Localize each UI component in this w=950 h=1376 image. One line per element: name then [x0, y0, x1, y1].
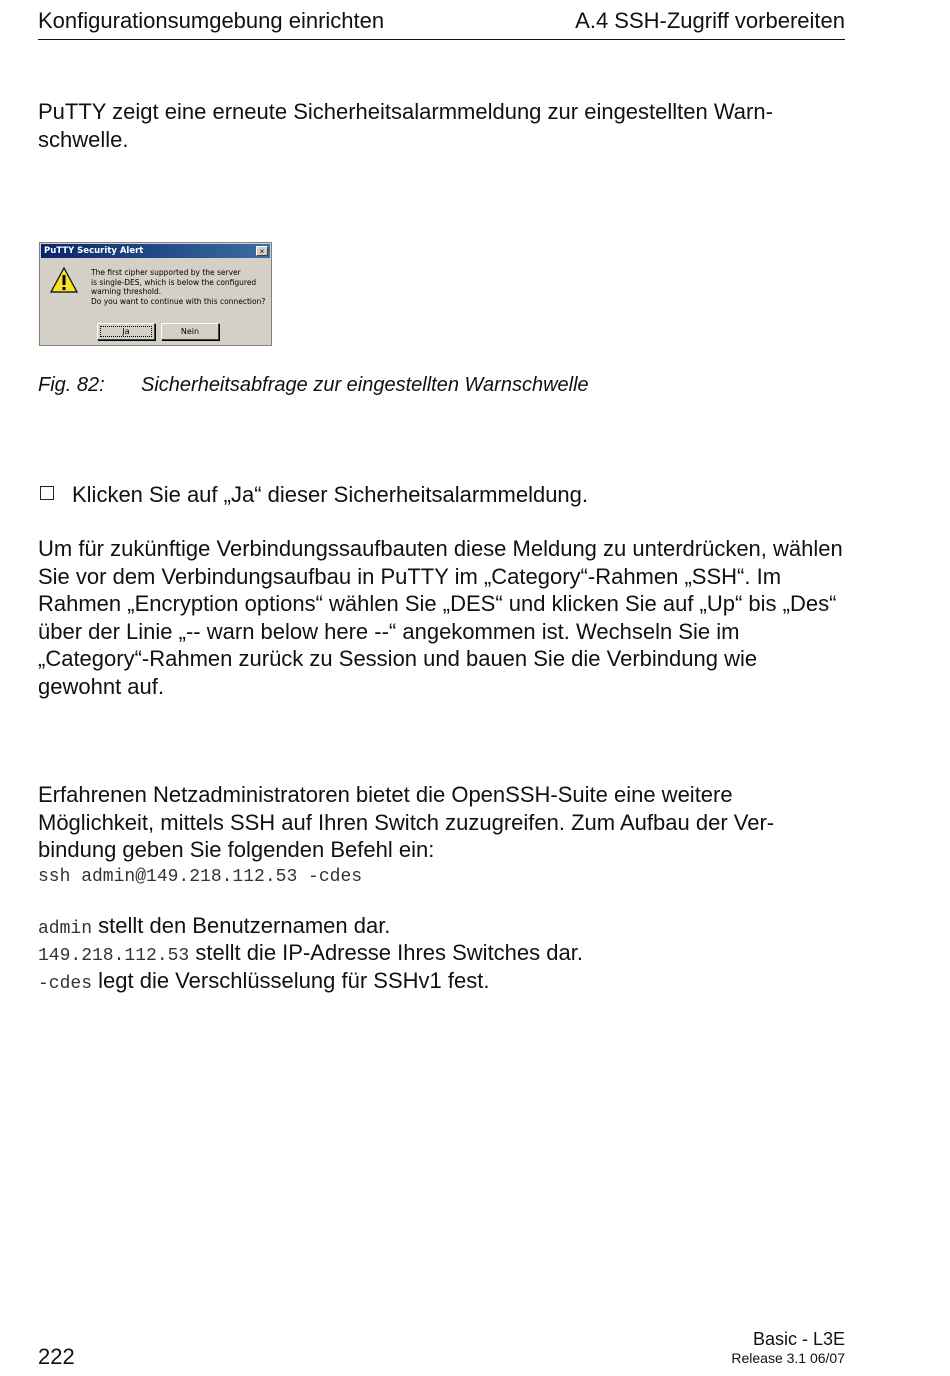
dialog-message-line: is single-DES, which is below the configured: [91, 277, 257, 287]
dialog-titlebar: [41, 244, 270, 258]
warning-triangle-icon: [50, 267, 78, 293]
running-header-section: A.4 SSH-Zugriff vorbereiten: [575, 8, 845, 33]
running-header-chapter: Konfigurationsumgebung einrichten: [38, 8, 385, 33]
dialog-message-line: The first cipher supported by the server: [91, 268, 241, 277]
putty-security-alert-dialog: [39, 242, 272, 346]
body-paragraph-2: Erfahrenen Netzadministratoren bietet die OpenSSH-Suite eine weitere Möglichkeit, mittels SSH auf Ihren Switch zuzugreifen. Zum Aufbau der Ver-bindung geben Sie folgenden Befehl ein:: [38, 782, 775, 862]
dialog-message: [91, 268, 269, 306]
header-rule: [38, 39, 845, 40]
yes-button[interactable]: Ja: [97, 323, 155, 340]
footer-product: Basic - L3E: [752, 1329, 845, 1349]
figure-number: Fig. 82:: [38, 374, 105, 396]
dialog-message-line: warning threshold.: [91, 287, 162, 297]
dialog-title: PuTTY Security Alert: [44, 246, 144, 256]
no-button[interactable]: Nein: [161, 323, 219, 340]
command-line: ssh admin@149.218.112.53 -cdes: [38, 867, 363, 887]
page-number: 222: [38, 1344, 75, 1369]
dialog-message-line: Do you want to continue with this connection?: [91, 296, 266, 306]
definition-line: [38, 939, 583, 970]
figure-caption: Sicherheitsabfrage zur eingestellten Warnschwelle: [141, 374, 589, 396]
instruction-step: Klicken Sie auf „Ja“ dieser Sicherheitsalarmmeldung.: [72, 482, 589, 507]
definition-text: stellt die IP-Adresse Ihres Switches dar.: [189, 940, 583, 965]
close-icon[interactable]: ×: [256, 246, 268, 256]
definition-code: admin: [38, 919, 93, 939]
definition-code: 149.218.112.53: [38, 946, 190, 966]
definition-code: -cdes: [38, 974, 93, 994]
definition-text: stellt den Benutzernamen dar.: [92, 913, 391, 938]
intro-paragraph: PuTTY zeigt eine erneute Sicherheitsalarmmeldung zur eingestellten Warn-schwelle.: [38, 99, 773, 152]
checkbox-icon: [40, 486, 54, 500]
body-paragraph-1: Um für zukünftige Verbindungssaufbauten diese Meldung zu unterdrücken, wählen Sie vor dem Verbindungsaufbau in PuTTY im „Category“-Rahmen „SSH“. Im Rahmen „Encryption options“ wählen Sie „DES“ und klicken Sie auf „Up“ bis „Des“ über der Linie „-- warn below here --“ angekommen ist. Wechseln Sie im „Category“-Rahmen zurück zu Session und bauen Sie die Verbindung wie gewohnt auf.: [38, 536, 843, 699]
footer-release: Release 3.1 06/07: [731, 1350, 845, 1366]
definition-text: legt die Verschlüsselung für SSHv1 fest.: [92, 968, 490, 993]
definition-line: [38, 967, 489, 998]
